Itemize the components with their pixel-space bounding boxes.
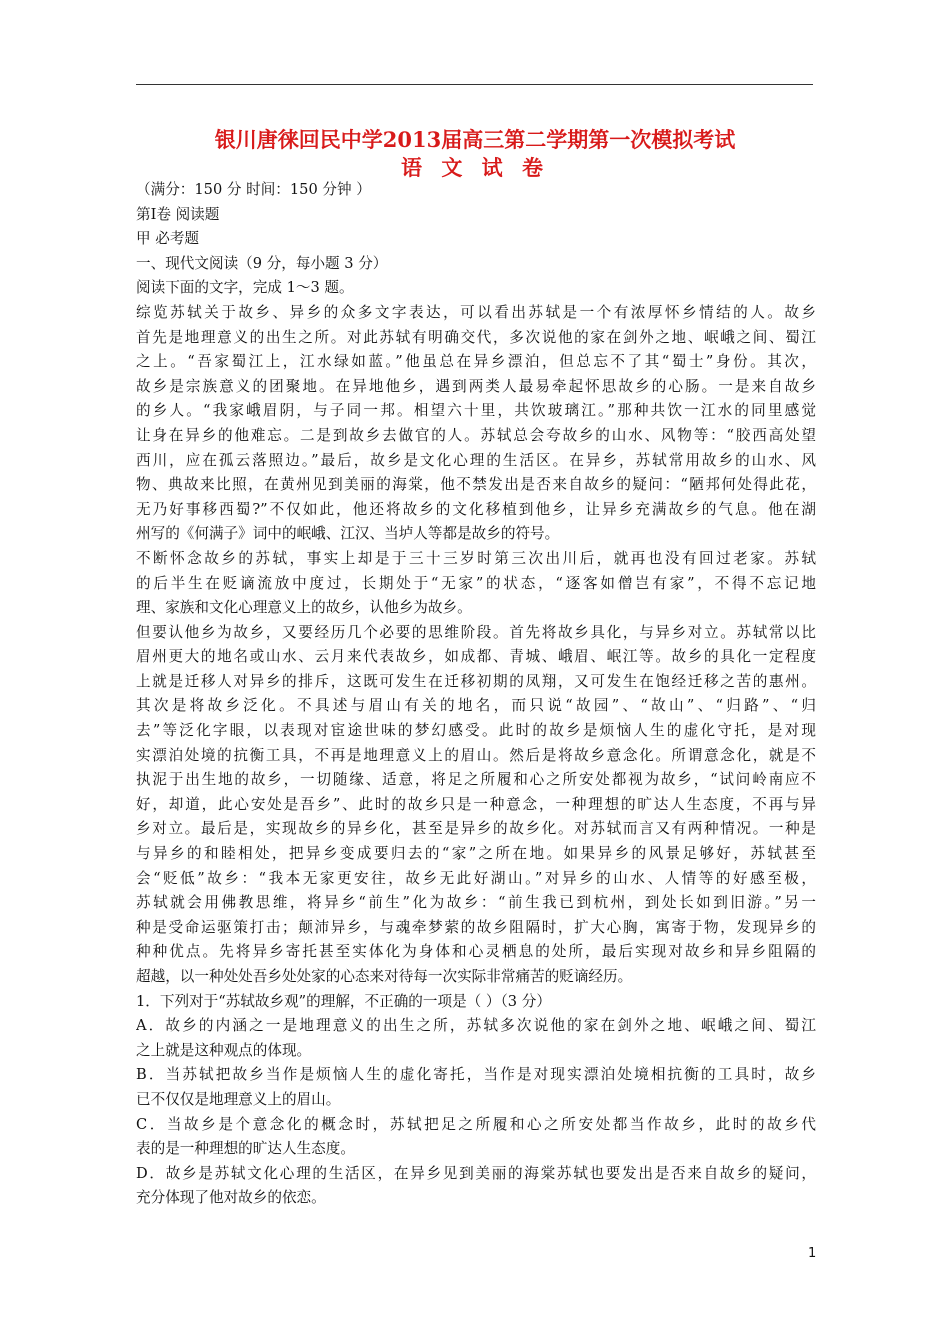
text-line: 已不仅仅是地理意义上的眉山。: [136, 1090, 341, 1108]
text-line: 的乡人。“我家峨眉阴，与子同一邦。相望六十里，共饮玻璃江。”那种共饮一江水的同里感觉: [136, 402, 816, 420]
text-line: 去”等泛化字眼，以表现对宦途世味的梦幻感受。此时的故乡是烦恼人生的虚化守托，是对现: [136, 722, 816, 740]
text-line: 物、典故来比照，在黄州见到美丽的海棠，他不禁发出是否来自故乡的疑问：“陋邦何处得此花，: [136, 476, 816, 494]
text-line: 乡对立。最后是，实现故乡的异乡化，甚至是异乡的故乡化。对苏轼而言又有两种情况。一种是: [136, 820, 816, 838]
document-body: [136, 178, 816, 1211]
text-line: B．当苏轼把故乡当作是烦恼人生的虚化寄托，当作是对现实漂泊处境相抗衡的工具时，故乡: [136, 1066, 816, 1084]
text-line: 苏轼就会用佛教思维，将异乡“前生”化为故乡：“前生我已到杭州，到处长如到旧游。”另一: [136, 894, 816, 912]
text-line: 理、家族和文化心理意义上的故乡，认他乡为故乡。: [136, 599, 472, 617]
text-line: 甲 必考题: [136, 230, 200, 248]
text-line: 其次是将故乡泛化。不具述与眉山有关的地名，而只说“故园”、“故山”、“归路”、“归: [136, 697, 816, 715]
header-rule: [136, 84, 813, 85]
text-line: 之上就是这种观点的体现。: [136, 1041, 312, 1059]
text-line: 让身在异乡的他难忘。二是到故乡去做官的人。苏轼总会夸故乡的山水、风物等：“胶西高处望: [136, 426, 816, 444]
text-line: 与异乡的和睦相处，把异乡变成要归去的“家”之所在地。如果异乡的风景足够好，苏轼甚至: [136, 845, 816, 863]
text-line: 表的是一种理想的旷达人生态度。: [136, 1140, 355, 1158]
exam-title: 银川唐徕回民中学2013届高三第二学期第一次模拟考试: [214, 127, 736, 152]
text-line: 西川，应在孤云落照边。”最后，故乡是文化心理的生活区。在异乡，苏轼常用故乡的山水、风: [136, 451, 816, 469]
text-line: 的后半生在贬谪流放中度过，长期处于“无家”的状态，“逐客如僧岂有家”，不得不忘记地: [136, 574, 816, 592]
text-line: 上就是迁移人对异乡的排斥，这既可发生在迁移初期的凤翔，又可发生在饱经迁移之苦的惠州。: [136, 672, 816, 690]
text-line: 第Ⅰ卷 阅读题: [136, 205, 220, 223]
text-line: A．故乡的内涵之一是地理意义的出生之所，苏轼多次说他的家在剑外之地、岷峨之间、蜀江: [136, 1017, 816, 1035]
text-line: 超越，以一种处处吾乡处处家的心态来对待每一次实际非常痛苦的贬谪经历。: [136, 968, 633, 985]
text-line: 实漂泊处境的抗衡工具，不再是地理意义上的眉山。然后是将故乡意念化。所谓意念化，就是不: [136, 746, 816, 764]
text-line: 种种优点。先将异乡寄托甚至实体化为身体和心灵栖息的处所，最后实现对故乡和异乡阻隔的: [136, 943, 816, 961]
text-line: 执泥于出生地的故乡，一切随缘、适意，将足之所履和心之所安处都视为故乡，“试问岭南应不: [136, 771, 816, 789]
text-line: 综览苏轼关于故乡、异乡的众多文字表达，可以看出苏轼是一个有浓厚怀乡情结的人。故乡: [136, 303, 816, 321]
text-line: D．故乡是苏轼文化心理的生活区，在异乡见到美丽的海棠苏轼也要发出是否来自故乡的疑问，: [136, 1164, 816, 1182]
text-line: （满分：150 分 时间：150 分钟 ）: [136, 181, 371, 198]
text-line: C．当故乡是个意念化的概念时，苏轼把足之所履和心之所安处都当作故乡，此时的故乡代: [136, 1115, 816, 1133]
page-number: 1: [808, 1246, 817, 1261]
text-line: 充分体现了他对故乡的依恋。: [136, 1189, 326, 1207]
text-line: 阅读下面的文字，完成 1～3 题。: [136, 279, 354, 297]
text-line: 眉州更大的地名或山水、云月来代表故乡，如成都、青城、峨眉、岷江等。故乡的具化一定程度: [136, 648, 816, 666]
text-line: 1．下列对于“苏轼故乡观”的理解，不正确的一项是（ ）（3 分）: [136, 992, 551, 1010]
text-line: 无乃好事移西蜀?”不仅如此，他还将故乡的文化移植到他乡，让异乡充满故乡的气息。他在湖: [136, 500, 816, 518]
text-line: 好，却道，此心安处是吾乡”、此时的故乡只是一种意念，一种理想的旷达人生态度，不再与异: [136, 795, 816, 813]
text-line: 一、现代文阅读（9 分，每小题 3 分）: [136, 254, 388, 272]
text-line: 种是受命运驱策打击；颠沛异乡，与魂牵梦萦的故乡阻隔时，扩大心胸，寓寄于物，发现异乡的: [136, 918, 816, 936]
text-line: 州写的《何满子》词中的岷峨、江汉、当垆人等都是故乡的符号。: [136, 525, 560, 543]
text-line: 故乡是宗族意义的团聚地。在异地他乡，遇到两类人最易牵起怀思故乡的心肠。一是来自故乡: [136, 377, 816, 395]
text-line: 不断怀念故乡的苏轼，事实上却是于三十三岁时第三次出川后，就再也没有回过老家。苏轼: [136, 549, 816, 567]
text-line: 之上。“吾家蜀江上，江水绿如蓝。”他虽总在异乡漂泊，但总忘不了其“蜀士”身份。其次，: [136, 353, 816, 371]
exam-subtitle: 语 文 试 卷: [401, 155, 549, 180]
text-line: 首先是地理意义的出生之所。对此苏轼有明确交代，多次说他的家在剑外之地、岷峨之间、蜀江: [136, 328, 816, 346]
text-line: 会“贬低”故乡：“我本无家更安往，故乡无此好湖山。”对异乡的山水、人情等的好感至极，: [136, 869, 816, 887]
text-line: 但要认他乡为故乡，又要经历几个必要的思维阶段。首先将故乡具化，与异乡对立。苏轼常以比: [136, 623, 816, 641]
